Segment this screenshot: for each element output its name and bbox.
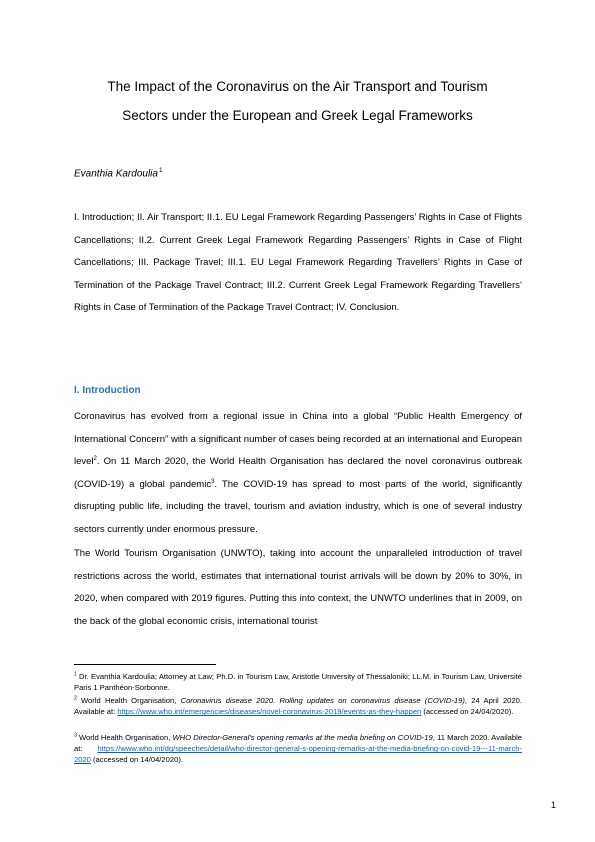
footnote-1 — [74, 671, 522, 693]
p1-text-b: . On 11 March 2020, the World Health Organisation has declared the novel coronavirus outbreak (COVID-19) a global pandemic — [74, 456, 522, 490]
footnote-3-accessed: (accessed on 14/04/2020). — [93, 755, 183, 765]
footnote-3-source-title: WHO Director-General's opening remarks at the media briefing on COVID-19 — [172, 733, 433, 742]
footnote-separator — [74, 664, 216, 665]
footnote-3-mark: 3 — [74, 732, 77, 739]
footnote-3-link[interactable]: https://www.who.int/dg/speeches/detail/who-director-general-s-opening-remarks-at-the-media-briefing-on-covid-19---11-march-2020 — [74, 744, 522, 765]
section-heading-introduction: I. Introduction — [74, 385, 141, 396]
p1-text-c: . The COVID-19 has spread to most parts of the world, significantly disrupting public life, including the travel, tourism and aviation industry, which is one of several industry sectors currently under enormous pressure. — [74, 478, 522, 535]
footnote-2-mark: 2 — [74, 695, 77, 702]
paper-title-line-2: Sectors under the European and Greek Legal Frameworks — [122, 108, 473, 123]
footnote-mark-3[interactable]: 3 — [211, 478, 215, 485]
body-paragraph-1 — [74, 406, 522, 541]
footnote-1-text: Dr. Evanthia Kardoulia; Attorney at Law; Ph.D. in Tourism Law, Aristotle University of Thessaloniki; LL.M. in Tourism Law, Université Paris 1 Panthéon-Sorbonne. — [74, 672, 522, 693]
footnote-2-accessed: (accessed on 24/04/2020). — [423, 707, 514, 717]
body-paragraph-2: The World Tourism Organisation (UNWTO), taking into account the unparalleled introduction of travel restrictions across the world, estimates that international tourist arrivals will be down by 20% to 30%, in 2020, when compared with 2019 figures. Putting this into context, the UNWTO underlines that in 2009, on the back of the global economic crisis, international tourist — [74, 548, 522, 627]
footnote-3 — [74, 732, 522, 766]
author-line — [74, 167, 163, 179]
footnote-2-source-title: Coronavirus disease 2020. Rolling updates on coronavirus disease (COVID-19) — [180, 696, 465, 705]
page-number: 1 — [551, 800, 557, 810]
author-footnote-mark[interactable]: 1 — [158, 167, 163, 174]
author-name: Evanthia Kardoulia — [74, 168, 158, 180]
table-of-contents: I. Introduction; II. Air Transport; II.1. EU Legal Framework Regarding Passengers’ Rights in Case of Flights Cancellations; II.2. Current Greek Legal Framework Regarding Passengers’ Rights in Case of Flight Cancellations; III. Package Travel; III.1. EU Legal Framework Regarding Travellers’ Rights in Case of Termination of the Package Travel Contract; III.2. Current Greek Legal Framework Regarding Travellers’ Rights in Case of Termination of the Package Travel Contract; IV. Conclusion. — [74, 212, 522, 313]
footnote-2-text-a: World Health Organisation, — [81, 696, 177, 705]
footnote-mark-2[interactable]: 2 — [93, 455, 97, 462]
footnote-3-text-a: World Health Organisation, — [79, 733, 171, 742]
footnote-1-mark: 1 — [74, 671, 77, 678]
footnote-2-link[interactable]: https://www.who.int/emergencies/diseases/novel-coronavirus-2019/events-as-they-happen — [117, 707, 422, 717]
paper-title-line-1: The Impact of the Coronavirus on the Air Transport and Tourism — [107, 79, 488, 94]
footnote-2 — [74, 695, 522, 717]
p1-text-a: Coronavirus has evolved from a regional issue in China into a global “Public Health Emergency of International Concern” with a significant number of cases being recorded at an international and European level — [74, 411, 522, 467]
footnote-3-text-b: , 11 March 2020. Available at: — [74, 733, 522, 754]
footnote-2-text-b: , 24 April 2020. Available at: — [74, 696, 522, 717]
